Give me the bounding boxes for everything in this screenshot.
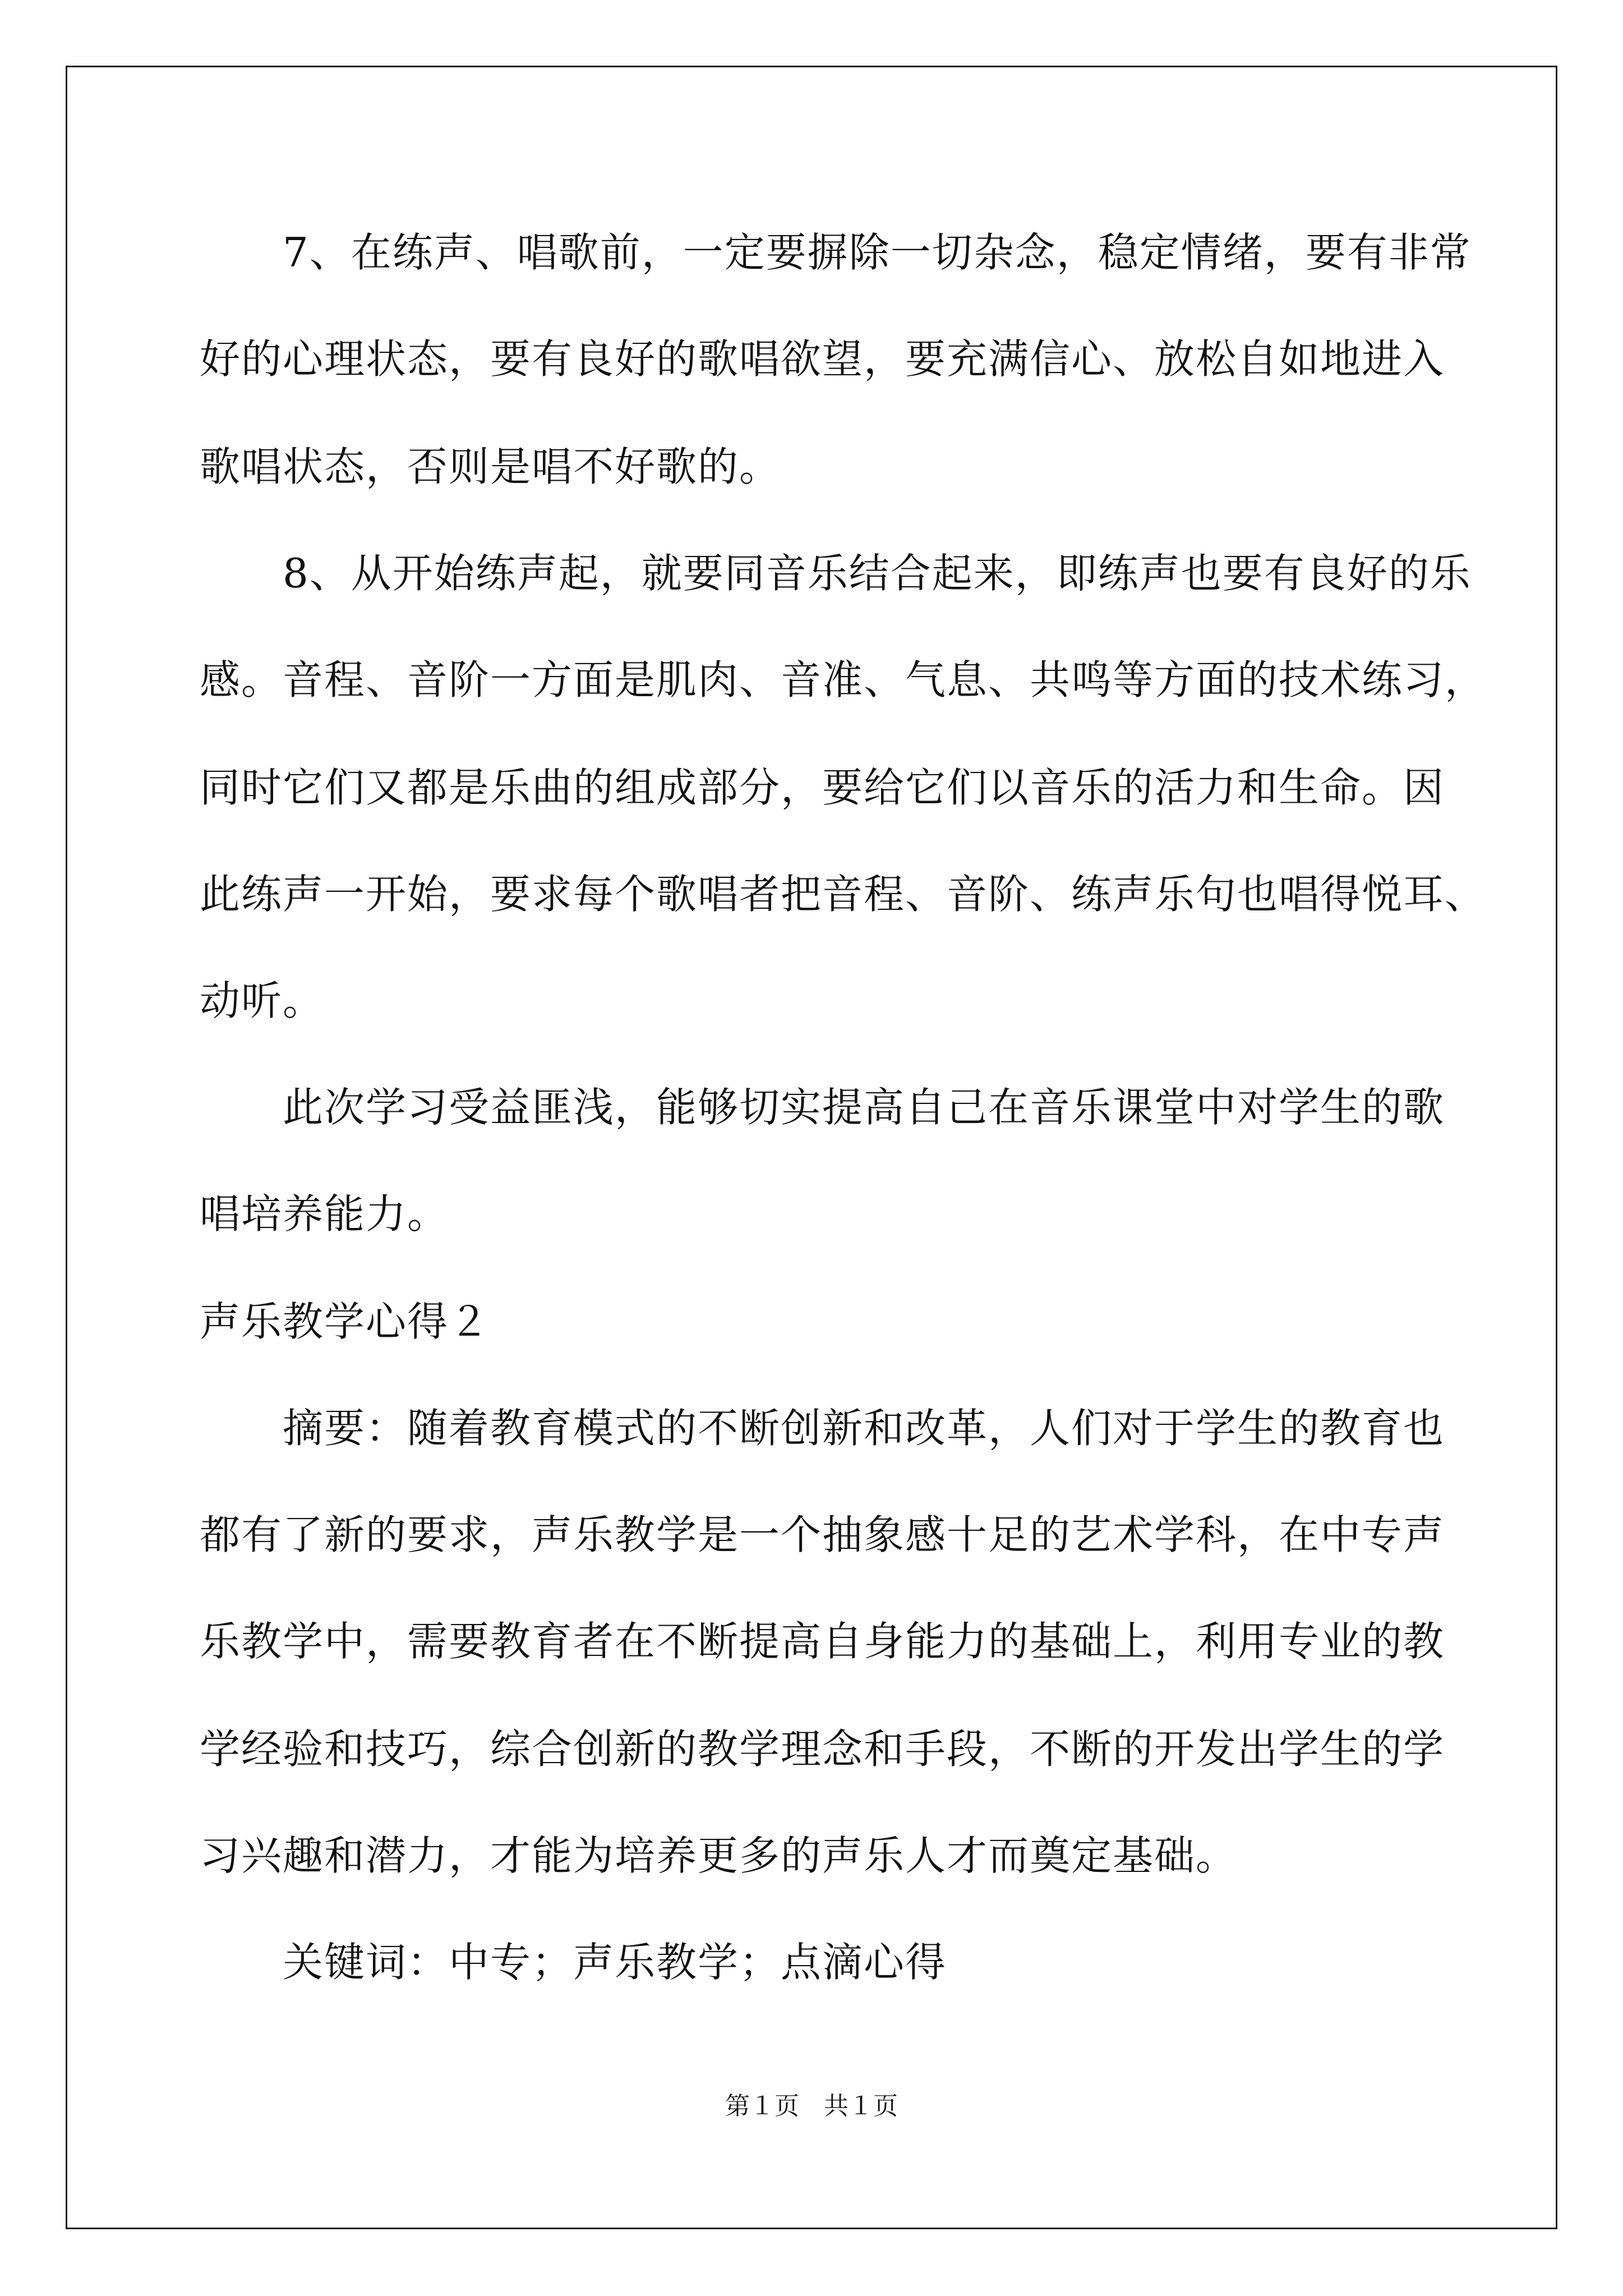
page-border [66,66,1557,2229]
text-line: 摘要：随着教育模式的不断创新和改革，人们对于学生的教育也 [200,1405,1445,1452]
text-line: 动听。 [200,977,325,1024]
text-line: 好的心理状态，要有良好的歌唱欲望，要充满信心、放松自如地进入 [200,335,1445,383]
text-line: 同时它们又都是乐曲的组成部分，要给它们以音乐的活力和生命。因 [200,764,1445,811]
section-heading: 声乐教学心得２ [200,1298,491,1345]
page-number: 第１页 共１页 [725,2092,898,2120]
text-line: 都有了新的要求，声乐教学是一个抽象感十足的艺术学科，在中专声 [200,1511,1445,1558]
text-line: 习兴趣和潜力，才能为培养更多的声乐人才而奠定基础。 [200,1832,1238,1879]
page-footer [0,2090,1623,2123]
keywords-line: 关键词：中专；声乐教学；点滴心得 [200,1939,947,1986]
text-line: 8、从开始练声起，就要同音乐结合起来，即练声也要有良好的乐 [200,550,1472,597]
text-line: 感。音程、音阶一方面是肌肉、音准、气息、共鸣等方面的技术练习， [200,656,1487,703]
text-line: 7、在练声、唱歌前，一定要摒除一切杂念，稳定情绪，要有非常 [200,229,1472,276]
text-line: 唱培养能力。 [200,1190,449,1237]
text-line: 乐教学中，需要教育者在不断提高自身能力的基础上，利用专业的教 [200,1618,1445,1665]
text-line: 此次学习受益匪浅，能够切实提高自己在音乐课堂中对学生的歌 [200,1084,1445,1131]
text-line: 学经验和技巧，综合创新的教学理念和手段，不断的开发出学生的学 [200,1726,1445,1773]
text-line: 此练声一开始，要求每个歌唱者把音程、音阶、练声乐句也唱得悦耳、 [200,871,1487,918]
text-line: 歌唱状态，否则是唱不好歌的。 [200,443,781,490]
